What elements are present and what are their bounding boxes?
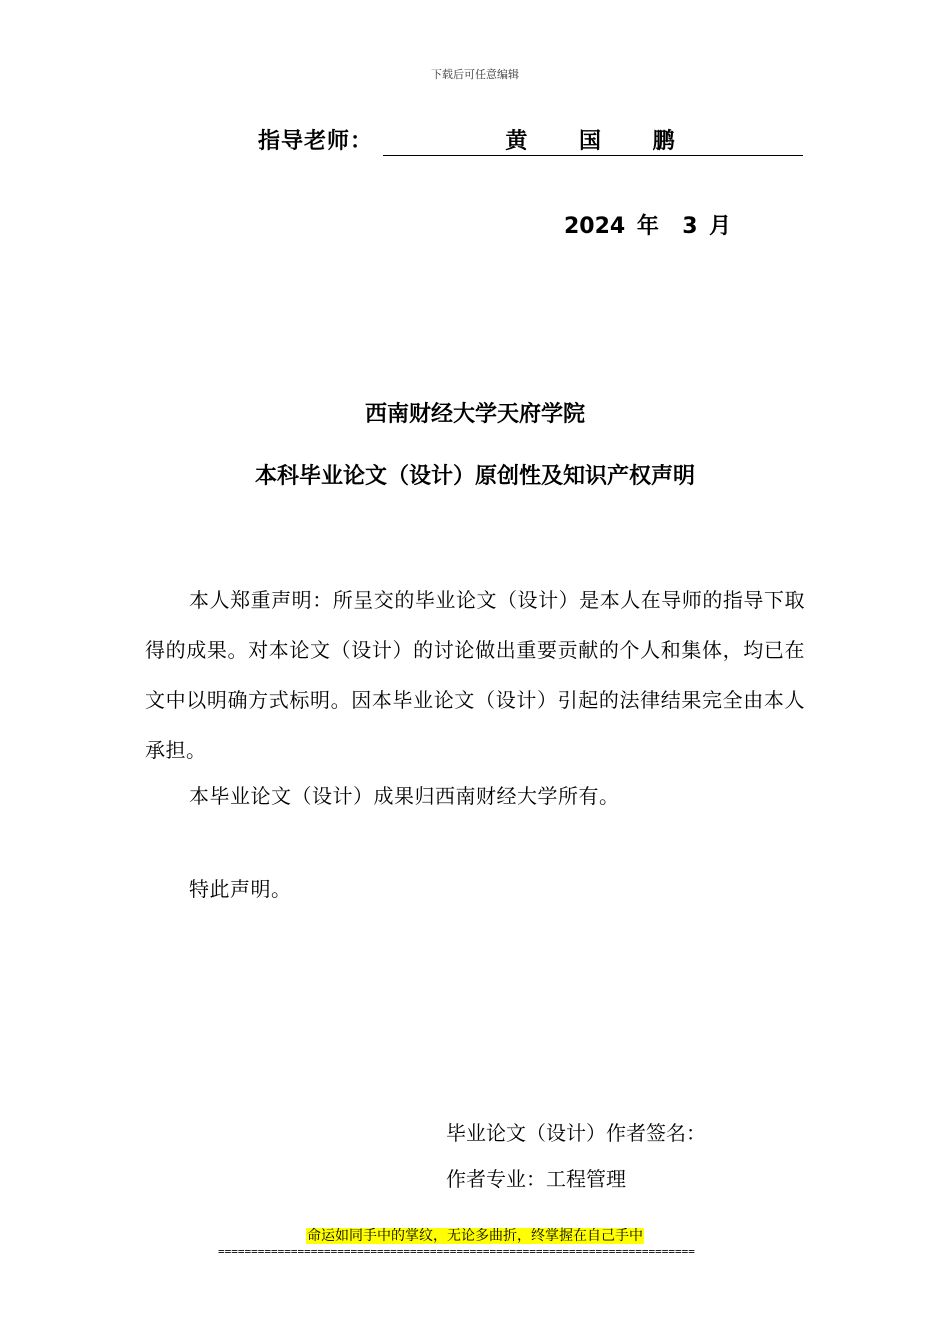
college-title: 西南财经大学天府学院 <box>364 402 585 427</box>
declaration-title: 本科毕业论文（设计）原创性及知识产权声明 <box>254 464 695 489</box>
submission-date: 2024 年 3 月 <box>564 214 732 239</box>
supervisor-label: 指导老师： <box>258 129 374 154</box>
closing-paragraph: 特此声明。 <box>189 877 292 901</box>
ownership-paragraph: 本毕业论文（设计）成果归西南财经大学所有。 <box>189 784 620 808</box>
declaration-paragraph: 本人郑重声明：所呈交的毕业论文（设计）是本人在导师的指导下取得的成果。对本论文（设计）的讨论做出重要贡献的个人和集体，均已在文中以明确方式标明。因本毕业论文（设计）引起的法律结果完全由本人承担。 <box>145 588 805 762</box>
footer-motto <box>0 1226 950 1246</box>
author-signature-label: 毕业论文（设计）作者签名： <box>446 1121 706 1145</box>
footer-divider: ======================================================================== <box>218 1245 695 1258</box>
supervisor-row <box>258 126 803 156</box>
footer-motto-text: 命运如同手中的掌纹，无论多曲折，终掌握在自己手中 <box>307 1228 643 1244</box>
supervisor-name: 黄 国 鹏 <box>383 128 803 156</box>
author-major: 作者专业：工程管理 <box>446 1167 626 1191</box>
header-note: 下载后可任意编辑 <box>431 68 519 81</box>
